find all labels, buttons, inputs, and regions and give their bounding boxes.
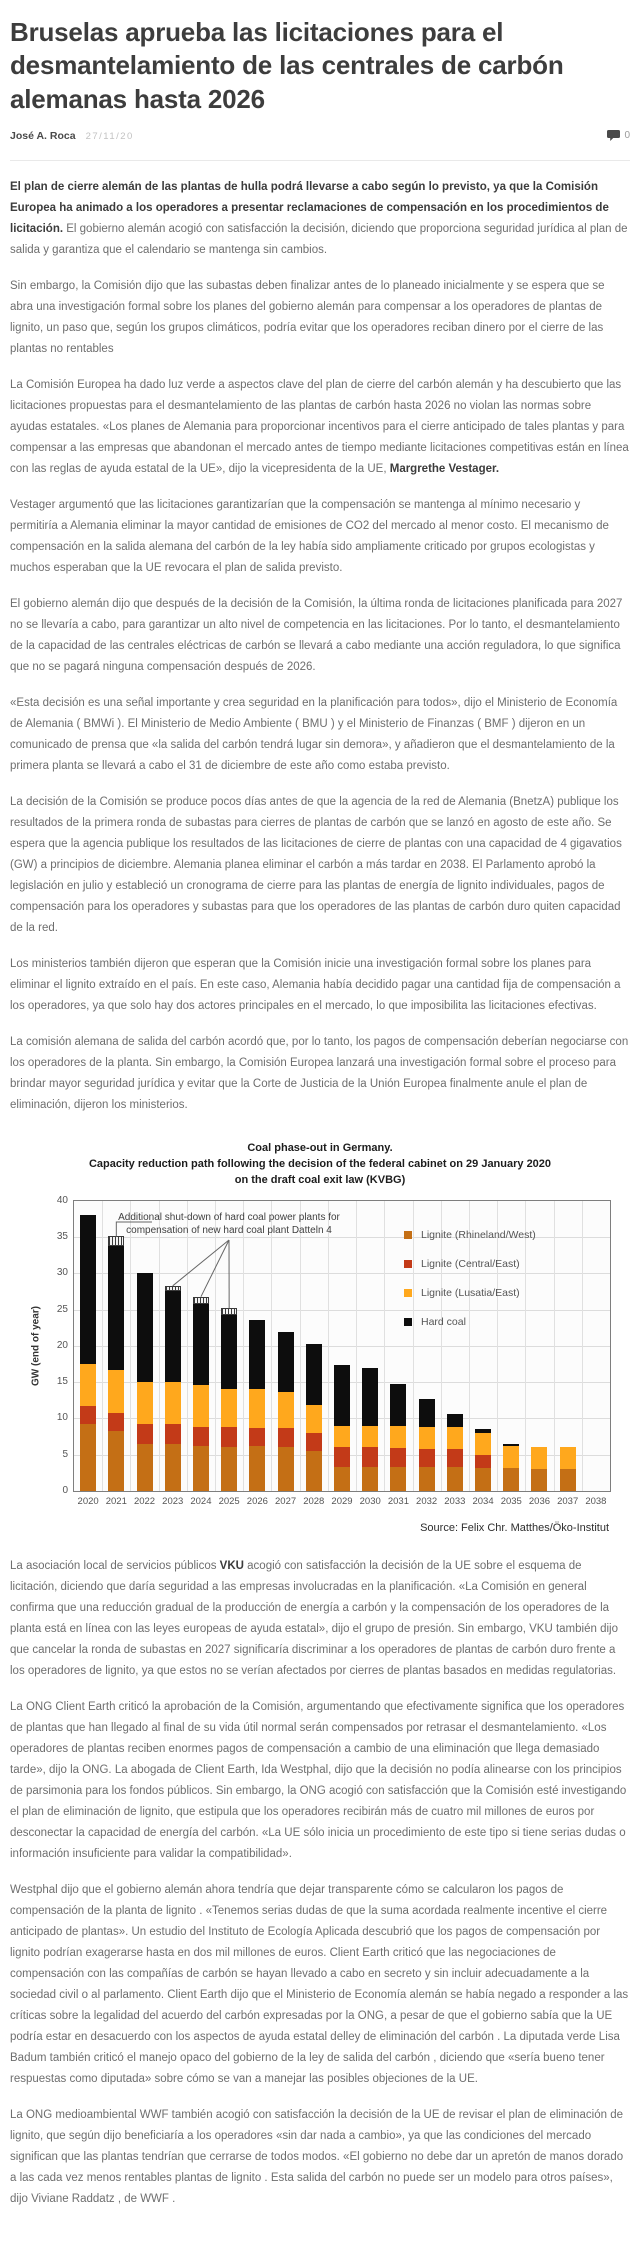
y-tick-label: 30 bbox=[57, 1267, 68, 1278]
x-tick-label: 2026 bbox=[243, 1496, 271, 1507]
bar-segment bbox=[80, 1364, 96, 1406]
bar-segment bbox=[249, 1428, 265, 1446]
bar-segment bbox=[390, 1384, 406, 1426]
bar-segment bbox=[475, 1468, 491, 1491]
bar-segment bbox=[80, 1424, 96, 1491]
paragraph-text: La ONG Client Earth criticó la aprobación de la Comisión, argumentando que efectivamente significa que los operadores de plantas que han llegado al final de su vida útil normal serán compensados por retrasar el desmantelamiento. «Los operadores de plantas reciben enormes pagos de compensación a cambio de una eliminación que llega demasiado tarde», dijo la ONG. La abogada de Client Earth, Ida Westphal, dijo que la decisión no podía alinearse con los principios de parsimonia para los fondos públicos. Sin embargo, la ONG acogió con satisfacción que la Comisión esté investigando el plan de eliminación de lignito, que estipula que los operadores recibirán más de cuatro mil millones de euros por desconectar la capacidad de energía del carbón. «La UE sólo inicia un procedimiento de este tipo si tiene serias dudas o información insuficiente para validar la compatibilidad». bbox=[10, 1701, 626, 1860]
x-tick-label: 2028 bbox=[300, 1496, 328, 1507]
article-paragraph bbox=[10, 1032, 630, 1116]
byline-group bbox=[10, 130, 134, 142]
v-gridline bbox=[356, 1201, 357, 1491]
annotation-line: compensation of new hard coal plant Datteln 4 bbox=[104, 1224, 354, 1237]
paragraph-text: Los ministerios también dijeron que esperan que la Comisión inicie una investigación formal sobre los planes para eliminar el lignito extraído en el país. En este caso, Alemania había decidido pagar una cantidad fija de compensación a los operadores, ya que solo hay dos actores principales en el mercado, lo que imposibilita las licitaciones efectivas. bbox=[10, 958, 621, 1012]
v-gridline bbox=[582, 1201, 583, 1491]
legend-item bbox=[404, 1258, 536, 1270]
x-tick-label: 2027 bbox=[271, 1496, 299, 1507]
chart-title bbox=[29, 1140, 611, 1188]
x-tick-label: 2021 bbox=[102, 1496, 130, 1507]
bar-segment bbox=[193, 1427, 209, 1446]
bar-segment bbox=[108, 1370, 124, 1413]
x-tick-label: 2034 bbox=[469, 1496, 497, 1507]
y-tick-label: 15 bbox=[57, 1376, 68, 1387]
legend-swatch-icon bbox=[404, 1260, 412, 1268]
bar-segment bbox=[108, 1246, 124, 1369]
divider bbox=[10, 160, 630, 161]
bar-segment bbox=[193, 1385, 209, 1427]
bar-segment bbox=[560, 1447, 576, 1469]
article-paragraph bbox=[10, 693, 630, 777]
bar-segment bbox=[362, 1467, 378, 1491]
chart-source: Source: Felix Chr. Matthes/Öko-Institut bbox=[29, 1522, 611, 1534]
coal-chart-figure bbox=[29, 1140, 611, 1534]
bar-segment bbox=[334, 1426, 350, 1448]
bar-segment bbox=[503, 1444, 519, 1445]
bar-segment bbox=[447, 1414, 463, 1427]
x-tick-label: 2036 bbox=[525, 1496, 553, 1507]
bar-segment bbox=[278, 1428, 294, 1446]
paragraph-text: La comisión alemana de salida del carbón acordó que, por lo tanto, los pagos de compensación deberían negociarse con los operadores de la planta. Sin embargo, la Comisión Europea lanzará una investigación formal sobre el proceso para brindar mayor seguridad jurídica y evitar que la Corte de Justicia de la Unión Europea finalmente anule el plan de eliminación, dijeron los ministerios. bbox=[10, 1036, 628, 1111]
v-gridline bbox=[384, 1201, 385, 1491]
article-paragraph bbox=[10, 375, 630, 480]
bar-segment bbox=[362, 1447, 378, 1467]
bar-segment bbox=[419, 1449, 435, 1467]
x-tick-label: 2023 bbox=[159, 1496, 187, 1507]
bar-segment bbox=[278, 1392, 294, 1428]
bar-segment bbox=[447, 1467, 463, 1491]
legend-label: Lignite (Rhineland/West) bbox=[421, 1229, 536, 1241]
bar-segment bbox=[306, 1451, 322, 1491]
bar-segment bbox=[447, 1427, 463, 1449]
bar-segment bbox=[531, 1469, 547, 1491]
bar-segment bbox=[419, 1399, 435, 1427]
bar-segment bbox=[306, 1433, 322, 1451]
legend-item bbox=[404, 1229, 536, 1241]
comments-indicator[interactable] bbox=[607, 130, 630, 141]
v-gridline bbox=[271, 1201, 272, 1491]
legend-swatch-icon bbox=[404, 1318, 412, 1326]
paragraph-text: Sin embargo, la Comisión dijo que las subastas deben finalizar antes de lo planeado inicialmente y se espera que se abra una investigación formal sobre los planes del gobierno alemán para compensar a los operadores de plantas de lignito, un paso que, según los grupos climáticos, podría evitar que los operadores reciban dinero por el cierre de las plantas no rentables bbox=[10, 280, 605, 355]
paragraph-text: La ONG medioambiental WWF también acogió con satisfacción la decisión de la UE de revisar el plan de eliminación de lignito, que según dijo beneficiaría a los operadores «sin dar nada a cambio», ya que las condiciones del mercado significan que las plantas tendrían que cerrarse de todos modos. «El gobierno no debe dar un apretón de manos dorado a las cada vez menos rentables plantas de lignito . Esta salida del carbón no puede ser un modelo para otros países», dijo Viviane Raddatz , de WWF . bbox=[10, 2109, 623, 2205]
v-gridline bbox=[187, 1201, 188, 1491]
article-paragraph bbox=[10, 1697, 630, 1865]
annotation-line: Additional shut-down of hard coal power plants for bbox=[104, 1211, 354, 1224]
bar-segment bbox=[362, 1426, 378, 1448]
bar-segment bbox=[249, 1446, 265, 1491]
bar-segment bbox=[390, 1467, 406, 1491]
bar-segment bbox=[193, 1304, 209, 1385]
bar-segment bbox=[503, 1468, 519, 1490]
bar-segment bbox=[362, 1368, 378, 1426]
bar-segment bbox=[334, 1467, 350, 1491]
bar-segment bbox=[560, 1469, 576, 1491]
chart-title-line: Coal phase-out in Germany. bbox=[29, 1140, 611, 1156]
bar-segment bbox=[278, 1332, 294, 1392]
bar-segment bbox=[80, 1215, 96, 1364]
author-byline[interactable]: José A. Roca bbox=[10, 130, 76, 142]
bar-segment bbox=[221, 1315, 237, 1388]
legend-swatch-icon bbox=[404, 1289, 412, 1297]
bar-segment bbox=[475, 1455, 491, 1467]
v-gridline bbox=[102, 1201, 103, 1491]
x-tick-label: 2033 bbox=[441, 1496, 469, 1507]
y-tick-label: 5 bbox=[62, 1449, 68, 1460]
legend-item bbox=[404, 1316, 536, 1328]
x-tick-label: 2032 bbox=[413, 1496, 441, 1507]
bar-segment bbox=[390, 1426, 406, 1448]
chart-title-line: Capacity reduction path following the decision of the federal cabinet on 29 January 2020 bbox=[29, 1156, 611, 1172]
bar-segment-hatched bbox=[108, 1236, 124, 1246]
v-gridline bbox=[215, 1201, 216, 1491]
bar-segment bbox=[80, 1406, 96, 1424]
bar-segment bbox=[165, 1444, 181, 1490]
bar-segment bbox=[108, 1431, 124, 1490]
bar-segment bbox=[193, 1446, 209, 1491]
article-paragraph bbox=[10, 594, 630, 678]
v-gridline bbox=[300, 1201, 301, 1491]
v-gridline bbox=[243, 1201, 244, 1491]
bar-segment bbox=[475, 1429, 491, 1433]
v-gridline bbox=[159, 1201, 160, 1491]
paragraph-text: La Comisión Europea ha dado luz verde a aspectos clave del plan de cierre del carbón alemán y ha descubierto que las licitaciones propuestas para el desmantelamiento de las plantas de carbón hasta 2026 no violan las normas sobre ayudas estatales. «Los planes de Alemania para proporcionar incentivos para el cierre anticipado de tales plantas y para compensar a las empresas que abandonan el mercado antes de tiempo mediante licitaciones competitivas están en línea con las reglas de ayuda estatal de la UE», dijo la vicepresidenta de la UE, bbox=[10, 379, 629, 475]
bar-segment bbox=[306, 1405, 322, 1433]
plot-area bbox=[73, 1200, 611, 1492]
article-paragraph bbox=[10, 2105, 630, 2210]
x-tick-label: 2024 bbox=[187, 1496, 215, 1507]
chart-legend bbox=[404, 1229, 536, 1345]
x-axis-labels bbox=[74, 1496, 610, 1512]
x-tick-label: 2029 bbox=[328, 1496, 356, 1507]
article-paragraph bbox=[10, 954, 630, 1017]
bar-segment-hatched bbox=[165, 1286, 181, 1292]
bar-segment bbox=[137, 1444, 153, 1490]
article-paragraph bbox=[10, 495, 630, 579]
legend-label: Lignite (Lusatia/East) bbox=[421, 1287, 520, 1299]
x-tick-label: 2025 bbox=[215, 1496, 243, 1507]
x-tick-label: 2038 bbox=[582, 1496, 610, 1507]
bar-segment bbox=[306, 1344, 322, 1404]
publish-date: 27/11/20 bbox=[86, 131, 134, 142]
chart-area bbox=[29, 1200, 611, 1492]
x-tick-label: 2031 bbox=[384, 1496, 412, 1507]
bar-segment bbox=[165, 1291, 181, 1382]
y-axis-label: GW (end of year) bbox=[29, 1200, 43, 1492]
article-paragraph bbox=[10, 276, 630, 360]
bar-segment bbox=[137, 1382, 153, 1424]
bar-segment bbox=[278, 1447, 294, 1491]
article-paragraph bbox=[10, 1556, 630, 1682]
paragraph-text: «Esta decisión es una señal importante y crea seguridad en la planificación para todos», dijo el Ministerio de Economía de Alemania ( BMWi ). El Ministerio de Medio Ambiente ( BMU ) y el Ministerio de Finanzas ( BMF ) dijeron en un comunicado de prensa que «la salida del carbón tendrá lugar sin demora», y añadieron que el desmantelamiento de la primera planta se llevará a cabo el 31 de diciembre de este año como estaba previsto. bbox=[10, 697, 617, 772]
x-tick-label: 2020 bbox=[74, 1496, 102, 1507]
legend-item bbox=[404, 1287, 536, 1299]
legend-label: Hard coal bbox=[421, 1316, 466, 1328]
bar-segment bbox=[419, 1467, 435, 1491]
y-tick-label: 35 bbox=[57, 1231, 68, 1242]
article-body-bottom bbox=[10, 1556, 630, 2210]
chart-title-line: on the draft coal exit law (KVBG) bbox=[29, 1172, 611, 1188]
bar-segment bbox=[165, 1424, 181, 1444]
y-tick-label: 20 bbox=[57, 1340, 68, 1351]
paragraph-text: Vestager argumentó que las licitaciones garantizarían que la compensación se mantenga al mínimo necesario y permitiría a Alemania eliminar la mayor cantidad de emisiones de CO2 del mercado al menor costo. El mecanismo de compensación en la salida alemana del carbón de la ley había sido ampliamente criticado por grupos ecologistas y muchos esperaban que la UE revocara el plan de salida previsto. bbox=[10, 499, 609, 574]
bar-segment bbox=[475, 1433, 491, 1455]
bar-segment bbox=[165, 1382, 181, 1424]
article-paragraph bbox=[10, 177, 630, 261]
paragraph-text: acogió con satisfacción la decisión de la UE sobre el esquema de licitación, diciendo que daría seguridad a las empresas involucradas en la planificación. «La Comisión en general confirma que una reducción gradual de la producción de energía a carbón y la compensación de los operadores de la planta está en línea con las leyes europeas de ayuda estatal», dijo el grupo de presión. Sin embargo, VKU también dijo que cancelar la ronda de subastas en 2027 significaría discriminar a los operadores de plantas de carbón duro frente a los operadores de lignito, ya que estos no se verían afectados por cierres de plantas basados en medidas regulatorias. bbox=[10, 1560, 618, 1677]
paragraph-bold-text: VKU bbox=[220, 1560, 244, 1572]
comment-bubble-icon bbox=[607, 130, 620, 141]
article-paragraph bbox=[10, 1880, 630, 2090]
bar-segment bbox=[108, 1413, 124, 1432]
y-tick-label: 10 bbox=[57, 1412, 68, 1423]
y-tick-label: 40 bbox=[57, 1195, 68, 1206]
x-tick-label: 2022 bbox=[130, 1496, 158, 1507]
paragraph-text: La asociación local de servicios públicos bbox=[10, 1560, 220, 1572]
bar-segment bbox=[390, 1448, 406, 1467]
bar-segment bbox=[249, 1389, 265, 1428]
x-tick-label: 2030 bbox=[356, 1496, 384, 1507]
h-gridline bbox=[74, 1346, 610, 1347]
v-gridline bbox=[130, 1201, 131, 1491]
paragraph-text: Westphal dijo que el gobierno alemán ahora tendría que dejar transparente cómo se calcularon los pagos de compensación de la planta de lignito . «Tenemos serias dudas de que la suma acordada realmente incentive el cierre anticipado de plantas». Un estudio del Instituto de Ecología Aplicada descubrió que los pagos de compensación por lignito podrían exagerarse hasta en dos mil millones de euros. Client Earth criticó que las negociaciones de compensación con las compañías de carbón se hayan llevado a cabo en secreto y sin incluir adecuadamente a la sociedad civil o al parlamento. Client Earth dijo que el Ministerio de Economía alemán se había negado a responder a las críticas sobre la legalidad del acuerdo del carbón expresadas por la ONG, a pesar de que el gobierno sabía que la UE podría estar en desacuerdo con los aspectos de ayuda estatal delley de eliminación del carbón . La diputada verde Lisa Badum también criticó el manejo opaco del gobierno de la ley de salida del carbón , diciendo que «sería bueno tener respuestas como diputada» sobre cómo se van a manejar las posibles objeciones de la UE. bbox=[10, 1884, 628, 2085]
y-tick-label: 25 bbox=[57, 1304, 68, 1315]
comment-count: 0 bbox=[624, 130, 630, 141]
article-meta bbox=[10, 130, 630, 142]
bar-segment bbox=[137, 1273, 153, 1382]
paragraph-text: El gobierno alemán acogió con satisfacción la decisión, diciendo que proporciona seguridad jurídica al plan de salida y garantiza que el calendario se mantenga sin cambios. bbox=[10, 223, 628, 256]
bar-segment bbox=[137, 1424, 153, 1444]
legend-label: Lignite (Central/East) bbox=[421, 1258, 520, 1270]
bar-segment bbox=[334, 1447, 350, 1467]
v-gridline bbox=[328, 1201, 329, 1491]
chart-annotation bbox=[104, 1211, 354, 1237]
bar-segment bbox=[334, 1365, 350, 1426]
bar-segment bbox=[503, 1446, 519, 1468]
bar-segment bbox=[531, 1447, 547, 1469]
bar-segment bbox=[447, 1449, 463, 1467]
paragraph-text: La decisión de la Comisión se produce pocos días antes de que la agencia de la red de Alemania (BnetzA) publique los resultados de la primera ronda de subastas para cierres de plantas de carbón que se lanzó en agosto de este año. Se espera que la agencia publique los resultados de las licitaciones de cierre de plantas con una capacidad de 4 gigavatios (GW) a principios de diciembre. Alemania planea eliminar el carbón a más tardar en 2038. El Parlamento aprobó la legislación en julio y estableció un cronograma de cierre para las plantas de energía de lignito individuales, pagos de compensación para los operadores y subastas para que los operadores de las plantas de carbón duro quiten capacidad de la red. bbox=[10, 796, 622, 934]
paragraph-bold-text: El plan de cierre alemán de las plantas de hulla podrá llevarse a cabo según lo previsto, ya que la Comisión Europea ha animado a los operadores a presentar reclamaciones de compensación en los procedimientos de licitación. bbox=[10, 181, 609, 235]
bar-segment bbox=[419, 1427, 435, 1449]
y-tick-label: 0 bbox=[62, 1485, 68, 1496]
legend-swatch-icon bbox=[404, 1231, 412, 1239]
bar-segment-hatched bbox=[193, 1297, 209, 1304]
bar-segment bbox=[221, 1447, 237, 1491]
article-body-top bbox=[10, 177, 630, 1116]
bar-segment bbox=[221, 1389, 237, 1427]
bar-segment-hatched bbox=[221, 1308, 237, 1315]
article-paragraph bbox=[10, 792, 630, 939]
bar-segment bbox=[249, 1320, 265, 1388]
paragraph-text: El gobierno alemán dijo que después de la decisión de la Comisión, la última ronda de licitaciones planificada para 2027 no se llevaría a cabo, para garantizar un alto nivel de competencia en las licitaciones. Por lo tanto, el desmantelamiento de la capacidad de las centrales eléctricas de carbón se llevará a cabo mediante una acción reguladora, lo que significa que no se pagará ninguna compensación después de 2026. bbox=[10, 598, 622, 673]
bar-segment bbox=[221, 1427, 237, 1447]
y-axis-ticks bbox=[43, 1200, 73, 1492]
x-tick-label: 2037 bbox=[554, 1496, 582, 1507]
article-title: Bruselas aprueba las licitaciones para el desmantelamiento de las centrales de carbón alemanas hasta 2026 bbox=[10, 16, 630, 116]
x-tick-label: 2035 bbox=[497, 1496, 525, 1507]
v-gridline bbox=[554, 1201, 555, 1491]
paragraph-bold-text: Margrethe Vestager. bbox=[390, 463, 499, 475]
